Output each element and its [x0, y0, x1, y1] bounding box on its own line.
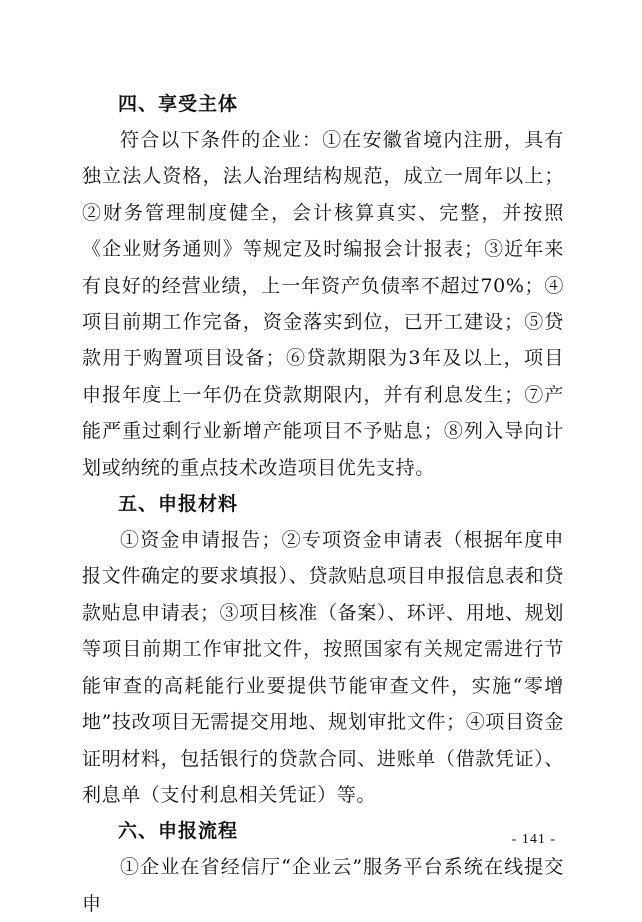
section-title-eligible-entities: 四、享受主体 — [118, 93, 239, 115]
document-body — [82, 86, 564, 922]
section-body-application-materials: ①资金申请报告；②专项资金申请表（根据年度申报文件确定的要求填报）、贷款贴息项目申报信息表和贷款贴息申请表；③项目核准（备案）、环评、用地、规划等项目前期工作审批文件，按照国家有关规定需进行节能审查的高耗能行业要提供节能审查文件，实施“零增地”技改项目无需提交用地、规划审批文件；④项目资金证明材料，包括银行的贷款合同、进账单（借款凭证）、利息单（支付利息相关凭证）等。 — [82, 529, 564, 806]
section-body-eligible-entities: 符合以下条件的企业：①在安徽省境内注册，具有独立法人资格，法人治理结构规范，成立一周年以上；②财务管理制度健全，会计核算真实、完整，并按照《企业财务通则》等规定及时编报会计报表；③近年来有良好的经营业绩，上一年资产负债率不超过70%；④项目前期工作完备，资金落实到位，已开工建设；⑤贷款用于购置项目设备；⑥贷款期限为3年及以上，项目申报年度上一年仍在贷款期限内，并有利息发生；⑦产能严重过剩行业新增产能项目不予贴息；⑧列入导向计划或纳统的重点技术改造项目优先支持。 — [82, 129, 564, 479]
page-number: - 141 - — [511, 832, 556, 847]
section-title-application-materials: 五、申报材料 — [118, 493, 239, 516]
section-body-application-process: ①企业在省经信厅“企业云”服务平台系统在线提交申 — [82, 856, 564, 915]
section-title-application-process: 六、申报流程 — [118, 820, 239, 843]
